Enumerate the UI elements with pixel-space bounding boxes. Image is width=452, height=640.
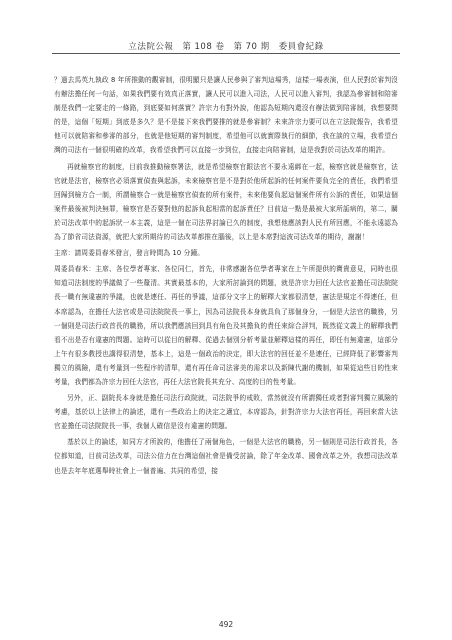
paragraph-text: 請周委員春米發言，發言時間為 10 分鐘。	[74, 249, 205, 258]
speaker-label: 主席：	[54, 249, 75, 258]
paragraph	[54, 160, 398, 245]
paragraph-text: 基於以上的論述，如同方才所說的，他擔任了兩個角色，一個是大法官的職務，另一個則是司法行政首長，各位都知道，目前司法改革，司法公信力在台灣這個社會是備受討論，除了年金改革、國會改革之外，我想司法改革也是去年年底選舉時社會上一個普遍、共同的希望，接	[54, 438, 398, 475]
page-number: 492	[218, 620, 234, 629]
paragraph	[54, 435, 398, 477]
paragraph-text: 另外，正、副院長本身就是擔任司法行政院就，司法院爭的戒敗，當然就沒有所謂獨任或者對審判獨立風險的考慮，基於以上法律上的論述，還有一些政治上的決定之適宜，本席認為，針對許宗力大法官再任，再回來當大法官並擔任司法院院長一事，我個人確信是沒有違憲的問題。	[54, 394, 398, 431]
paragraph	[54, 262, 398, 389]
paragraph-text: ？過去馬英九執政 8 年所推動的觀審制，很明顯只是讓人民參與了審判這場秀，這樣一場表演，但人民對於審判沒有辦法擔任何一句話，如果我們要有效真正落實，讓人民可以進入司法，人民可以進入審判，我認為參審制和陪審制是我們一定要走的一條路，到底要如何落實？許宗力有對外說，他認為短期內還沒有辦法做到陪審制，我想要問的是，這個「短期」到底是多久？是不是接下來我們要推的就是參審制？未來許宗力要可以在立法院報告，我希望他可以就陪審和參審的部分，也就是他短期的審判制度，希望他可以就實際執行的細節，我在談的立場，我希望台灣的司法有一個很明確的改革，我希望我們可以直接一步到位，直接走向陪審制，這是我對於司法改革的期許。	[54, 76, 398, 155]
speaker-label: 周委員春米：	[54, 265, 96, 274]
paragraph	[54, 73, 398, 158]
header-divider	[52, 53, 400, 54]
document-body	[54, 73, 398, 480]
paragraph	[54, 246, 398, 260]
paragraph-text: 再就檢察官的制度，目前我推動檢察署法，就是希望檢察官跟法官不要永遠綁在一起，檢察官就是檢察官，法官就是法官，檢察官必須落實偵查與起訴，未來檢察官是不是對於他所起訴的任何案件要負完全的責任，我們希望回歸到檢方合一制，所謂檢察合一就是檢察官偵查的所有案件，未來他要負起這個案件所有公訴的責任，如果這個案件最後被判決無罪，檢察官是否要對他的起訴負起相當的起訴責任？目前這一點是最被大家所詬病的，第二，關於司法改革中的起訴狀一本主義，這是一個在司法界討論已久的制度，我想他應該對人民有所回應，不能永遠認為為了節省司法資源，就把大家所期待的司法改革都推在腦後，以上是本席對這波司法改革的期待，謝謝！	[54, 162, 398, 242]
paragraph-text: 主席、各位學者專家、各位同仁，首先，非常感謝各位學者專家在上午所提供的寶貴意見，同時也很知道司法制度的爭議做了一些釐清。其實最基本的，大家所討論到的問題，就是許宗力回任大法官並擔任司法院院長一職有無違憲的爭議，也就是連任、再任的爭議，這部分文字上的解釋大家都很清楚，憲法是規定不得連任，但本席認為，在擔任大法官或是司法院院長一事上，因為司法院長本身就具負了那個身分，一個是大法官的職務，另一個則是司法行政首長的職務，所以我們應該回到具有角色及其擔負的責任來綜合評判，既然從文義上的解釋我們看不出是否有違憲的問題。這時可以從目的解釋、從過去個別分析考量並解釋這樣的再任，即任有無違憲，這部分上午有很多教授也講得很清楚，基本上，這是一個政治的決定，即大法官的回任並不是連任，已經降低了影響審判獨立的風險，還有考量到一些程序的清單，還有再任命司法審美的需求以及新陳代謝的機制，如果從這些目的性來考量，我們都為許宗力回任大法官，再任大法官院長其充分、高度的目的性考量。	[54, 265, 398, 386]
page-header: 立法院公報 第 108 卷 第 70 期 委員會紀錄	[128, 42, 324, 52]
paragraph	[54, 391, 398, 433]
